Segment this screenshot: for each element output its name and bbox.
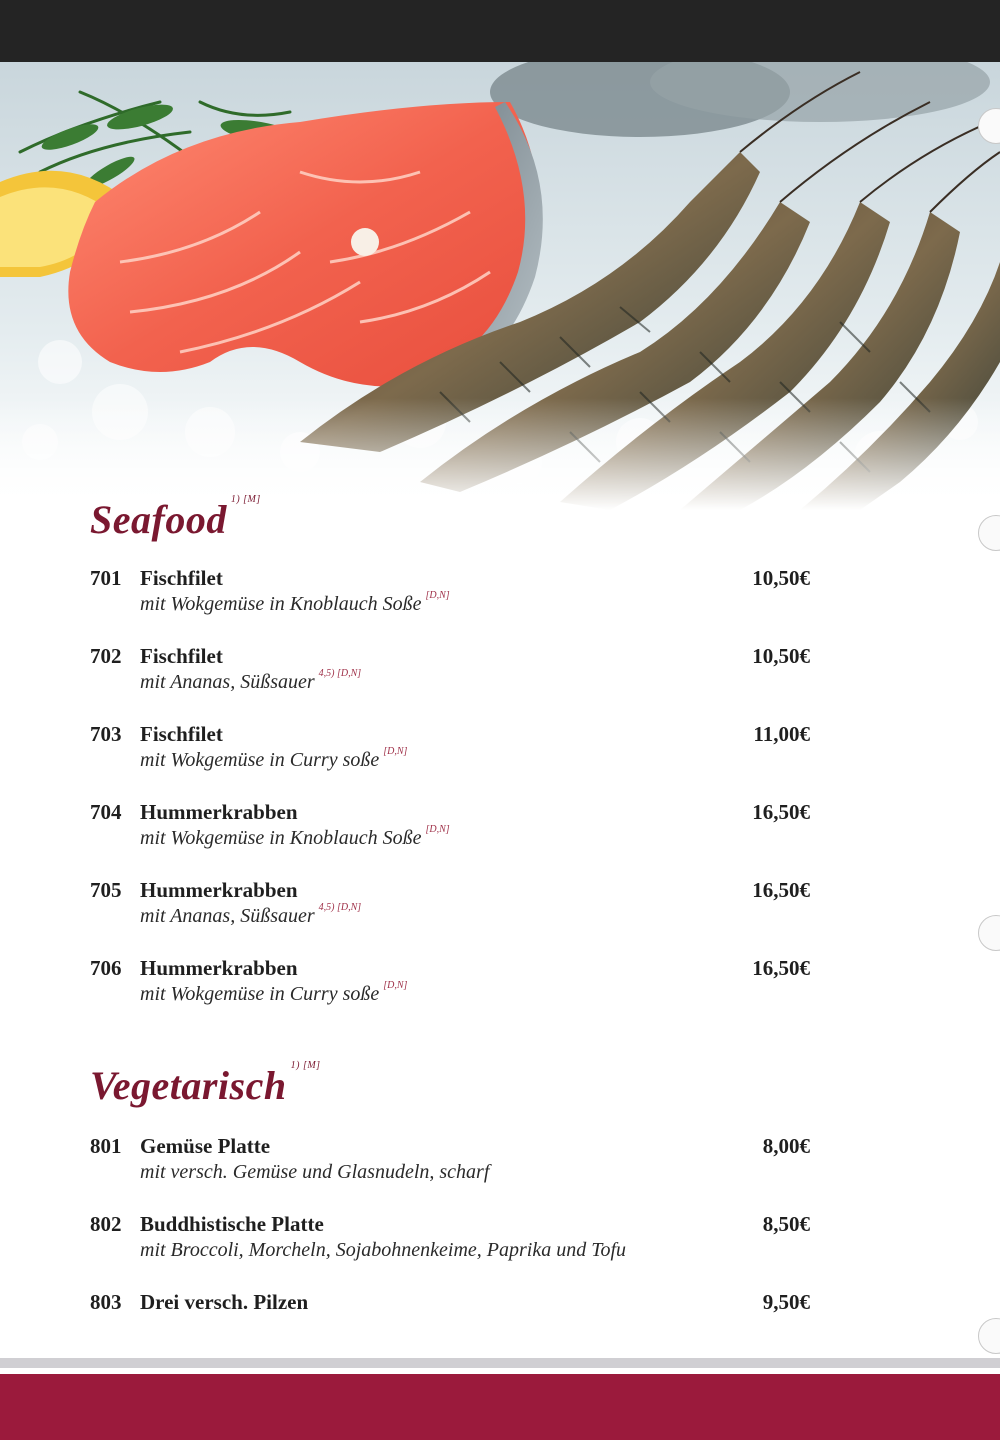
item-name: Hummerkrabben [140, 878, 298, 902]
item-name: Drei versch. Pilzen [140, 1290, 309, 1314]
item-number: 802 [90, 1212, 122, 1236]
item-price: 11,00€ [753, 722, 810, 746]
menu-item-704 [90, 800, 810, 850]
binder-hole [978, 915, 1000, 951]
allergen-codes: 4,5) [D,N] [318, 902, 362, 913]
section-note: 1) [M] [290, 1060, 321, 1071]
item-name: Hummerkrabben [140, 800, 298, 824]
allergen-codes: [D,N] [383, 746, 408, 757]
item-price: 10,50€ [752, 644, 810, 668]
menu-item-702 [90, 644, 810, 694]
item-description: mit Ananas, Süßsauer [140, 905, 315, 927]
item-description: mit Wokgemüse in Curry soße [140, 983, 380, 1005]
item-description: mit Wokgemüse in Curry soße [140, 749, 380, 771]
section-title-text: Seafood [90, 497, 227, 542]
item-price: 16,50€ [752, 878, 810, 902]
menu-item-703 [90, 722, 810, 772]
item-name: Buddhistische Platte [140, 1212, 324, 1236]
item-price: 8,00€ [762, 1134, 810, 1158]
item-description: mit Ananas, Süßsauer [140, 671, 315, 693]
allergen-codes: [D,N] [425, 824, 450, 835]
item-price: 16,50€ [752, 800, 810, 824]
item-price: 9,50€ [762, 1290, 810, 1314]
menu-item-803 [90, 1290, 810, 1315]
item-name: Fischfilet [140, 722, 223, 746]
allergen-codes: [D,N] [425, 590, 450, 601]
allergen-codes: [D,N] [383, 980, 408, 991]
menu-item-705 [90, 878, 810, 928]
item-description: mit Wokgemüse in Knoblauch Soße [140, 593, 422, 615]
item-description: mit Broccoli, Morcheln, Sojabohnenkeime, Paprika und Tofu [140, 1239, 627, 1261]
item-number: 703 [90, 722, 122, 746]
binder-hole [978, 515, 1000, 551]
footer-divider [0, 1358, 1000, 1368]
item-name: Fischfilet [140, 644, 223, 668]
footer-band [0, 1374, 1000, 1440]
item-description: mit versch. Gemüse und Glasnudeln, scharf [140, 1161, 490, 1183]
top-bar [0, 0, 1000, 62]
hero-image-seafood [0, 62, 1000, 510]
item-price: 10,50€ [752, 566, 810, 590]
menu-item-801 [90, 1134, 810, 1184]
item-number: 706 [90, 956, 122, 980]
item-name: Fischfilet [140, 566, 223, 590]
item-price: 8,50€ [762, 1212, 810, 1236]
item-number: 803 [90, 1290, 122, 1314]
item-name: Hummerkrabben [140, 956, 298, 980]
item-number: 801 [90, 1134, 122, 1158]
item-number: 705 [90, 878, 122, 902]
item-name: Gemüse Platte [140, 1134, 271, 1158]
binder-hole [978, 1318, 1000, 1354]
allergen-codes: 4,5) [D,N] [318, 668, 362, 679]
section-title-vegetarisch [90, 1062, 321, 1109]
section-title-seafood [90, 496, 261, 543]
item-number: 704 [90, 800, 122, 824]
menu-item-802 [90, 1212, 810, 1262]
menu-item-701 [90, 566, 810, 616]
section-note: 1) [M] [230, 494, 261, 505]
item-description: mit Wokgemüse in Knoblauch Soße [140, 827, 422, 849]
item-number: 701 [90, 566, 122, 590]
section-title-text: Vegetarisch [90, 1063, 287, 1108]
menu-item-706 [90, 956, 810, 1006]
item-number: 702 [90, 644, 122, 668]
item-price: 16,50€ [752, 956, 810, 980]
